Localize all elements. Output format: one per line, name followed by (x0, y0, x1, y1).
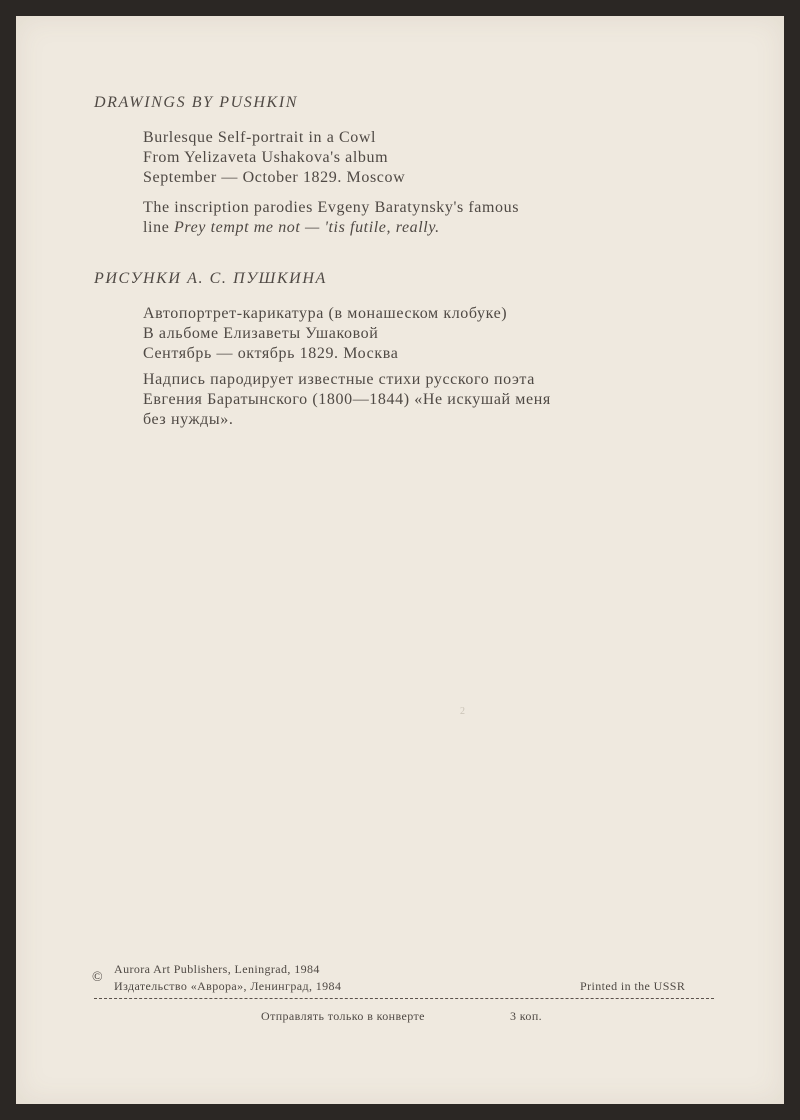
english-note-quote: Prey tempt me not — 'tis futile, really. (174, 219, 440, 236)
footer-divider (94, 998, 714, 999)
price: 3 коп. (510, 1009, 543, 1023)
russian-note-line-3: без нужды». (143, 411, 234, 428)
page-number: 2 (460, 706, 465, 717)
russian-heading: РИСУНКИ А. С. ПУШКИНА (94, 270, 327, 287)
russian-caption-line-1: Автопортрет-карикатура (в монашеском клобуке) (143, 305, 508, 322)
english-caption-line-1: Burlesque Self-portrait in a Cowl (143, 129, 377, 146)
english-note-line-1: The inscription parodies Evgeny Baratynsky's famous (143, 199, 520, 216)
send-in-envelope-note: Отправлять только в конверте (261, 1009, 425, 1023)
russian-caption-line-3: Сентябрь — октябрь 1829. Москва (143, 345, 399, 362)
russian-note-line-2: Евгения Баратынского (1800—1844) «Не искушай меня (143, 391, 551, 408)
publisher-russian: Издательство «Аврора», Ленинград, 1984 (114, 979, 342, 993)
english-caption-line-3: September — October 1829. Moscow (143, 169, 406, 186)
postcard-back (16, 16, 784, 1104)
english-caption-line-2: From Yelizaveta Ushakova's album (143, 149, 389, 166)
publisher-english: Aurora Art Publishers, Leningrad, 1984 (114, 962, 320, 976)
russian-note-line-1: Надпись пародирует известные стихи русского поэта (143, 371, 535, 388)
english-note-line-2 (143, 219, 440, 237)
printed-in-ussr: Printed in the USSR (580, 979, 686, 993)
english-heading: DRAWINGS BY PUSHKIN (94, 94, 299, 111)
copyright-symbol: © (92, 970, 103, 985)
english-note-prefix: line (143, 219, 174, 236)
russian-caption-line-2: В альбоме Елизаветы Ушаковой (143, 325, 379, 342)
